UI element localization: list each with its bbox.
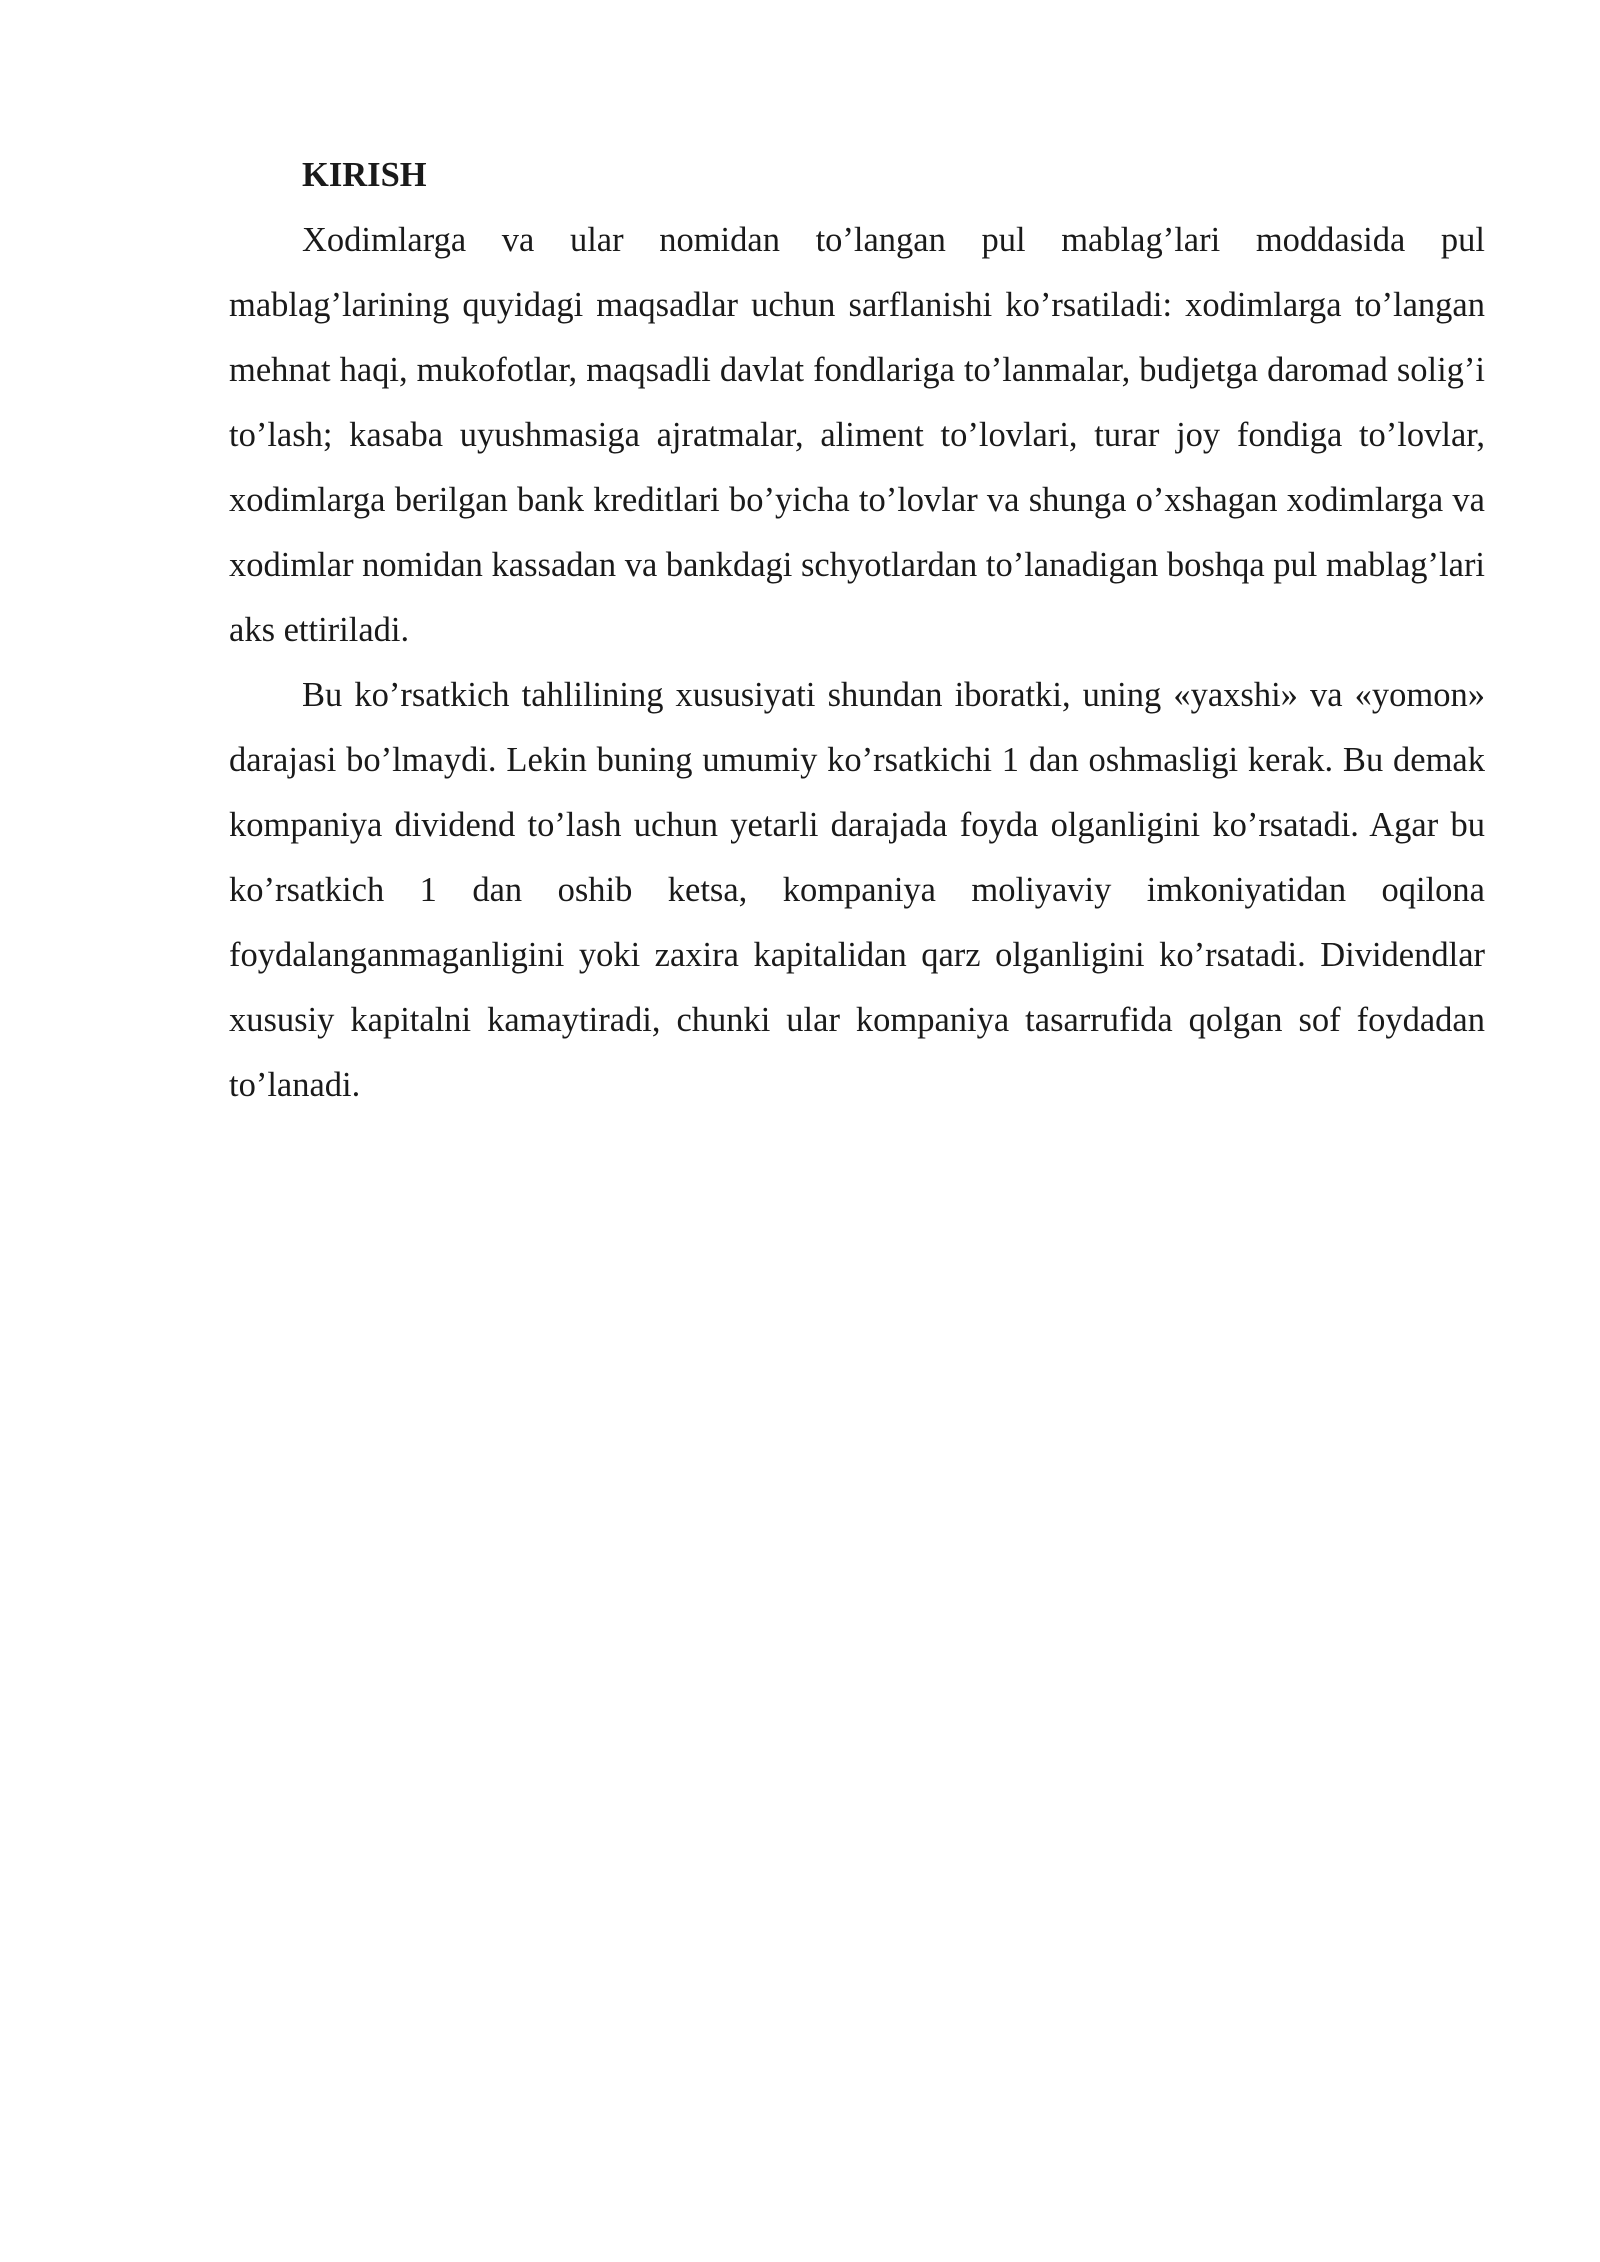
paragraph-1: Xodimlarga va ular nomidan to’langan pul mablag’lari moddasida pul mablag’larining quyidagi maqsadlar uchun sarflanishi ko’rsatiladi: xodimlarga to’langan mehnat haqi, mukofotlar, maqsadli davlat fondlariga to’lanmalar, budjetga daromad solig’i to’lash; kasaba uyushmasiga ajratmalar, aliment to’lovlari, turar joy fondiga to’lovlar, xodimlarga berilgan bank kreditlari bo’yicha to’lovlar va shunga o’xshagan xodimlarga va xodimlar nomidan kassadan va bankdagi schyotlardan to’lanadigan boshqa pul mablag’lari aks ettiriladi. xyxy=(229,221,1486,649)
section-heading: KIRISH xyxy=(302,156,427,194)
document-body xyxy=(229,143,1485,1118)
paragraph-2: Bu ko’rsatkich tahlilining xususiyati shundan iboratki, uning «yaxshi» va «yomon» darajasi bo’lmaydi. Lekin buning umumiy ko’rsatkichi 1 dan oshmasligi kerak. Bu demak kompaniya dividend to’lash uchun yetarli darajada foyda olganligini ko’rsatadi. Agar bu ko’rsatkich 1 dan oshib ketsa, kompaniya moliyaviy imkoniyatidan oqilona foydalanganmaganligini yoki zaxira kapitalidan qarz olganligini ko’rsatadi. Dividendlar xususiy kapitalni kamaytiradi, chunki ular kompaniya tasarrufida qolgan sof foydadan to’lanadi. xyxy=(229,676,1485,1104)
